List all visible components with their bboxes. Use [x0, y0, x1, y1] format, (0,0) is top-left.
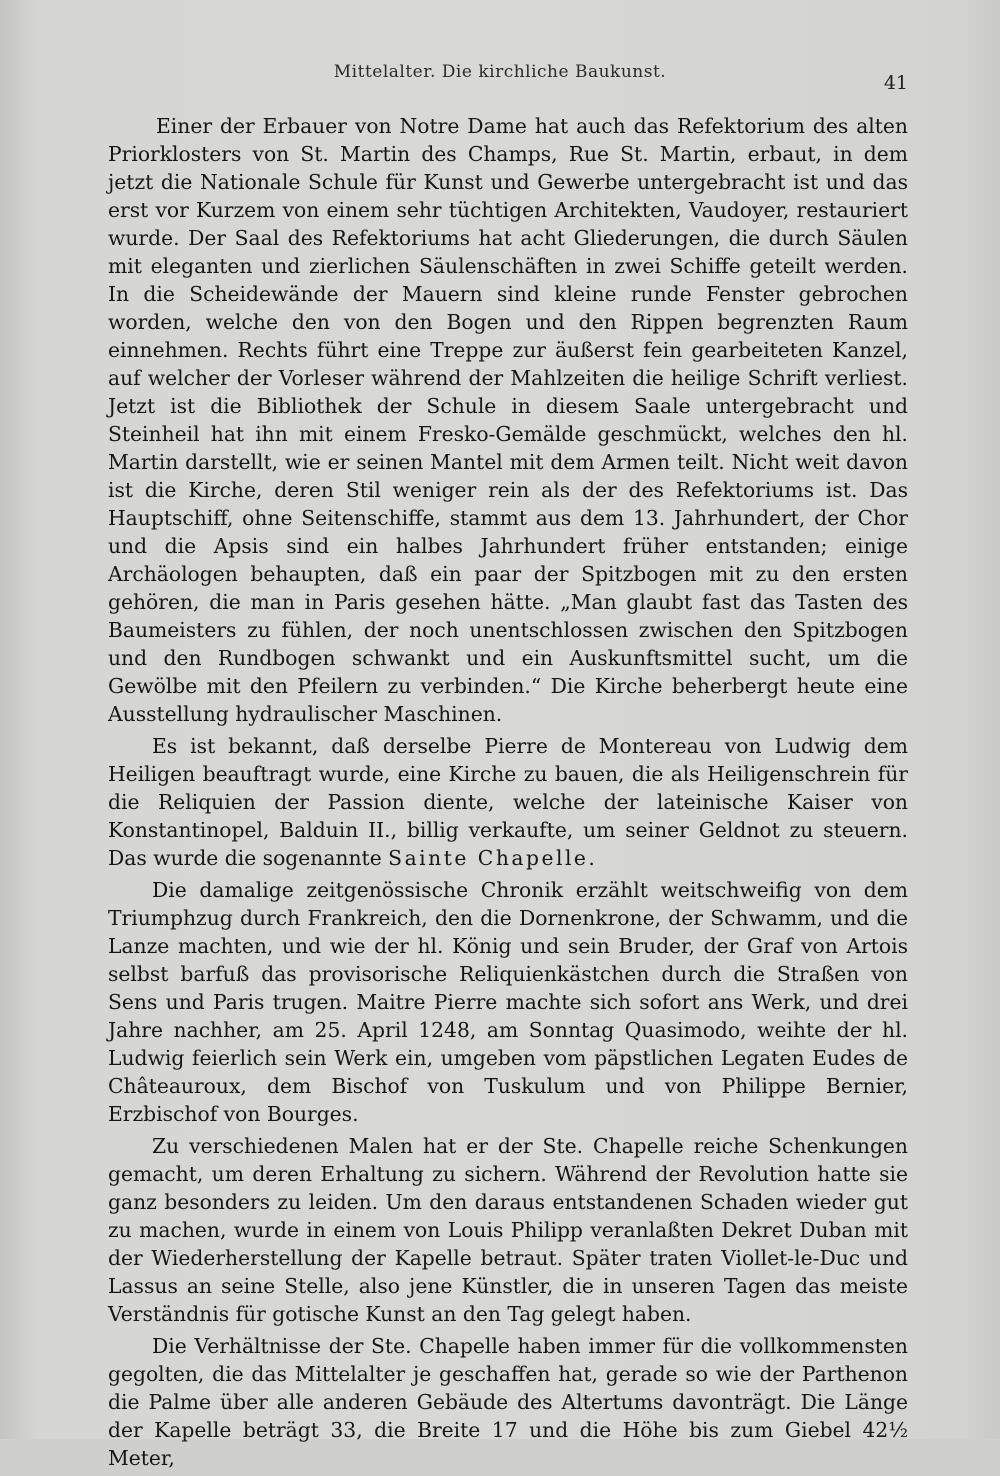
spaced-term: Sainte Chapelle. [388, 846, 598, 870]
running-head: Mittelalter. Die kirchliche Baukunst. [333, 62, 667, 82]
paragraph-1: Einer der Erbauer von Notre Dame hat auch das Refektorium des alten Priorklosters von St. Martin des Champs, Rue St. Martin, erbaut, in dem jetzt die Nationale Schule für Kunst und Gewerbe untergebracht ist und das erst vor Kurzem von einem sehr tüchtigen Architekten, Vaudoyer, restauriert wurde. Der Saal des Refektoriums hat acht Gliederungen, die durch Säulen mit eleganten und zierlichen Säulenschäften in zwei Schiffe geteilt werden. In die Scheidewände der Mauern sind kleine runde Fenster gebrochen worden, welche den von den Bogen und den Rippen begrenzten Raum einnehmen. Rechts führt eine Treppe zur äußerst fein gearbeiteten Kanzel, auf welcher der Vorleser während der Mahlzeiten die heilige Schrift verliest. Jetzt ist die Bibliothek der Schule in diesem Saale untergebracht und Steinheil hat ihn mit einem Fresko-Gemälde geschmückt, welches den hl. Martin darstellt, wie er seinen Mantel mit dem Armen teilt. Nicht weit davon ist die Kirche, deren Stil weniger rein als der des Refektoriums ist. Das Hauptschiff, ohne Seitenschiffe, stammt aus dem 13. Jahrhundert, der Chor und die Apsis sind ein halbes Jahrhundert früher entstanden; einige Archäologen behaupten, daß ein paar der Spitzbogen mit zu den ersten gehören, die man in Paris gesehen hätte. „Man glaubt fast das Tasten des Baumeisters zu fühlen, der noch unentschlossen zwischen den Spitzbogen und den Rundbogen schwankt und ein Auskunftsmittel sucht, um die Gewölbe mit den Pfeilern zu verbinden.“ Die Kirche beherbergt heute eine Ausstellung hydraulischer Maschinen. [108, 114, 908, 726]
page-number: 41 [883, 72, 908, 94]
paragraph-5: Die Verhältnisse der Ste. Chapelle haben immer für die vollkommensten gegolten, die das Mittelalter je geschaffen hat, gerade so wie der Parthenon die Palme über alle anderen Gebäude des Altertums davonträgt. Die Länge der Kapelle beträgt 33, die Breite 17 und die Höhe bis zum Giebel 42½ Meter, [108, 1334, 908, 1470]
paragraph-4: Zu verschiedenen Malen hat er der Ste. Chapelle reiche Schenkungen gemacht, um deren Erhaltung zu sichern. Während der Revolution hatte sie ganz besonders zu leiden. Um den daraus entstandenen Schaden wieder gut zu machen, wurde in einem von Louis Philipp veranlaßten Dekret Duban mit der Wiederherstellung der Kapelle betraut. Später traten Viollet-le-Duc und Lassus an seine Stelle, also jene Künstler, die in unseren Tagen das meiste Verständnis für gotische Kunst an den Tag gelegt haben. [108, 1134, 908, 1326]
paragraph-3: Die damalige zeitgenössische Chronik erzählt weitschweifig von dem Triumphzug durch Frankreich, den die Dornenkrone, der Schwamm, und die Lanze machten, und wie der hl. König und sein Bruder, der Graf von Artois selbst barfuß das provisorische Reliquienkästchen durch die Straßen von Sens und Paris trugen. Maitre Pierre machte sich sofort ans Werk, und drei Jahre nachher, am 25. April 1248, am Sonntag Quasimodo, weihte der hl. Ludwig feierlich sein Werk ein, umgeben vom päpstlichen Legaten Eudes de Châteauroux, dem Bischof von Tuskulum und von Philippe Bernier, Erzbischof von Bourges. [108, 878, 908, 1126]
paragraph-2-text: Es ist bekannt, daß derselbe Pierre de Montereau von Ludwig dem Heiligen beauftragt wurde, eine Kirche zu bauen, die als Heiligenschrein für die Reliquien der Passion diente, welche der lateinische Kaiser von Konstantinopel, Balduin II., billig verkaufte, um seiner Geldnot zu steuern. Das wurde die sogenannte [108, 734, 908, 870]
paragraph-2 [108, 732, 908, 872]
body-text [108, 112, 908, 1476]
